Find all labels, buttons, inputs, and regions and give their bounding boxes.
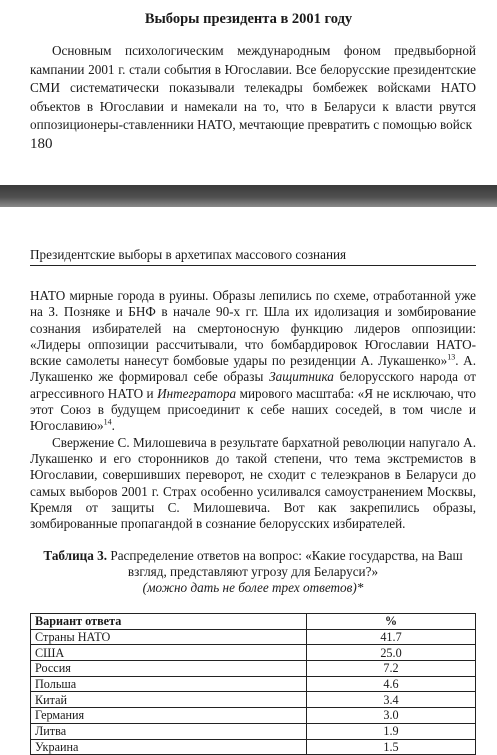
header-option: Вариант ответа <box>31 614 307 630</box>
body-text <box>30 288 476 532</box>
table-row <box>31 708 476 724</box>
table-label: Таблица 3. <box>43 548 108 563</box>
percent-cell: 3.4 <box>307 692 476 708</box>
table-caption <box>30 548 476 596</box>
percent-cell: 4.6 <box>307 676 476 692</box>
percent-cell: 1.9 <box>307 723 476 739</box>
option-cell: Германия <box>31 708 307 724</box>
table-row <box>31 661 476 677</box>
header-percent: % <box>307 614 476 630</box>
table-row <box>31 629 476 645</box>
p1-text-5: . <box>111 418 115 434</box>
p1-italic-1: Защитника <box>269 369 334 385</box>
p1-text-1: НАТО мирные города в руины. Образы лепились по схеме, отработанной уже на З. Позняке и БНФ в начале 90-х гг. Шла их идолизация и зомбирование сознания избирателей на смертоносную функцию лидеров оппозиции: «Лидеры оппозиции рассчитывали, что бомбардировок Югославии НАТО-вские самолеты нанесут бомбовые удары по резиденции А. Лукашенко» <box>30 288 476 369</box>
percent-cell: 3.0 <box>307 708 476 724</box>
p1-text-4: мирового масштаба: «Я не исключаю, что этот Союз в будущем присоединит к себе наших соседей, в том числе и Югославию» <box>30 385 476 434</box>
percent-cell: 1.5 <box>307 739 476 755</box>
upper-page <box>0 0 497 185</box>
option-cell: Страны НАТО <box>31 629 307 645</box>
running-head: Президентские выборы в архетипах массового сознания <box>30 247 476 266</box>
lower-page <box>0 207 497 754</box>
page-number: 180 <box>30 136 53 152</box>
table-row <box>31 723 476 739</box>
upper-paragraph: Основным психологическим международным фоном предвыборной кампании 2001 г. стали события в Югославии. Все белорусские президентские СМИ систематически показывали телекадры бомбежек войсками НАТО объектов в Югославии и намекали на то, что в Беларуси к власти рвутся оппозиционеры-ставленники НАТО, мечтающие превратить с помощью войск <box>30 43 476 132</box>
footnote-ref: 13 <box>447 352 456 362</box>
p1-text-3: белорусского народа от агрессивного НАТО и <box>30 369 476 401</box>
table-note: (можно дать не более трех ответов)* <box>142 580 364 595</box>
footnote-ref: 14 <box>103 417 112 427</box>
p1-italic-2: Интегратора <box>157 385 237 401</box>
section-heading: Выборы президента в 2001 году <box>144 11 353 27</box>
table-row <box>31 692 476 708</box>
percent-cell: 7.2 <box>307 661 476 677</box>
percent-cell: 41.7 <box>307 629 476 645</box>
percent-cell: 25.0 <box>307 645 476 661</box>
table-row <box>31 676 476 692</box>
option-cell: Россия <box>31 661 307 677</box>
option-cell: Польша <box>31 676 307 692</box>
table-row <box>31 645 476 661</box>
answers-table <box>30 613 476 755</box>
paragraph-1 <box>30 288 476 435</box>
page-separator <box>0 185 497 207</box>
paragraph-2: Свержение С. Милошевича в результате бархатной революции напугало А. Лукашенко и его сторонников до такой степени, что тема экстремистов в Югославии, совершивших переворот, не сходит с телеэкранов в Беларуси до самых выборов 2001 г. Страх особенно усиливался самоустранением Москвы, Кремля от защиты С. Милошевича. Вот как закрепились образы, зомбированные пропагандой в сознание белорусских избирателей. <box>30 434 476 532</box>
p1-text-2: . А. Лукашенко же формировал себе образы <box>30 353 477 385</box>
table-header-row <box>31 614 476 630</box>
table-row <box>31 739 476 755</box>
option-cell: Украина <box>31 739 307 755</box>
option-cell: Литва <box>31 723 307 739</box>
option-cell: США <box>31 645 307 661</box>
table-title: Распределение ответов на вопрос: «Какие государства, на Ваш взгляд, представляют угрозу для Беларуси?» <box>107 548 463 579</box>
option-cell: Китай <box>31 692 307 708</box>
